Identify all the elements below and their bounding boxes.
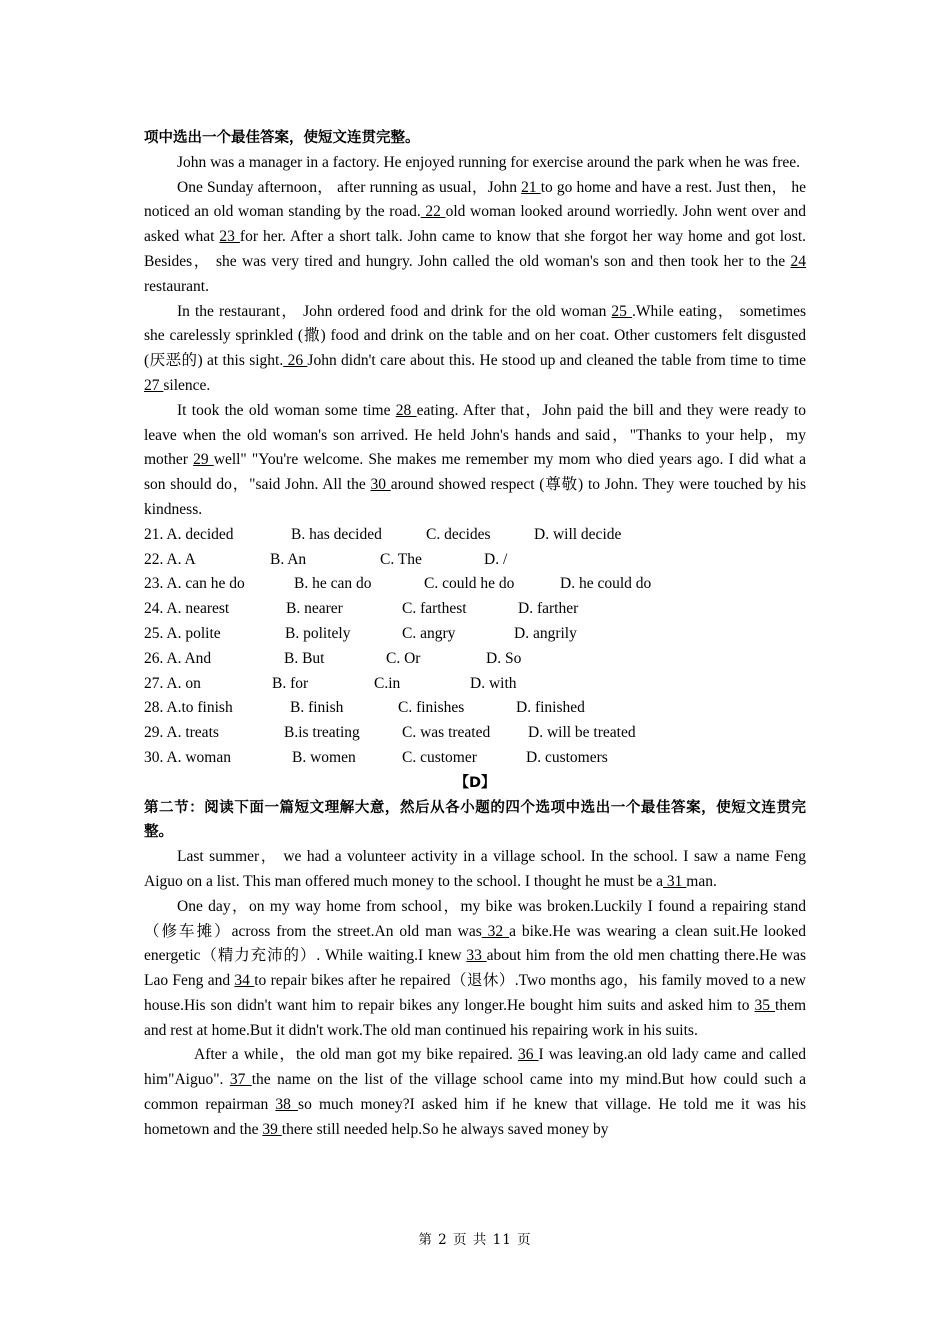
text-run: In the restaurant， John ordered food and drink for the old woman bbox=[177, 302, 612, 320]
answer-blank: 32 bbox=[481, 922, 510, 940]
option-b: B. politely bbox=[285, 624, 351, 642]
option-d: D. customers bbox=[526, 748, 608, 766]
option-c: C. could he do bbox=[424, 575, 515, 593]
document-page bbox=[144, 126, 806, 1143]
text-run: restaurant. bbox=[144, 277, 209, 295]
option-b: B. finish bbox=[290, 699, 344, 717]
option-c: C. customer bbox=[402, 748, 477, 766]
option-b: B. he can do bbox=[294, 575, 372, 593]
text-run: around showed respect (尊敬) to John. They were touched by his kindness. bbox=[144, 476, 806, 518]
question-options-row bbox=[144, 622, 806, 647]
text-run: One Sunday afternoon， after running as usual，John bbox=[177, 178, 522, 196]
text-run: there still needed help.So he always saved money by bbox=[281, 1120, 609, 1138]
option-b: B. An bbox=[270, 550, 307, 568]
question-options-row bbox=[144, 647, 806, 672]
question-number-option-a: 23. A. can he do bbox=[144, 575, 245, 593]
option-c: C. finishes bbox=[398, 699, 465, 717]
option-d: D. So bbox=[486, 649, 522, 667]
question-options-row bbox=[144, 548, 806, 573]
answer-blank: 38 bbox=[275, 1096, 299, 1114]
question-number-option-a: 26. A. And bbox=[144, 649, 212, 667]
text-run: a bike.He was wearing a clean suit.He looked energetic（精力充沛的）. While waiting.I knew bbox=[144, 922, 806, 965]
options-list bbox=[144, 523, 806, 771]
answer-blank: 21 bbox=[521, 178, 541, 196]
option-b: B. has decided bbox=[291, 525, 382, 543]
text-run: Last summer， we had a volunteer activity in a village school. In the school. I saw a name Feng Aiguo on a list. This man offered much money to the school. I thought he must be a bbox=[144, 848, 806, 890]
answer-blank: 34 bbox=[234, 972, 255, 990]
paragraph bbox=[144, 895, 806, 1044]
option-d: D. will be treated bbox=[528, 724, 636, 742]
answer-blank: 26 bbox=[283, 352, 308, 370]
question-options-row bbox=[144, 597, 806, 622]
question-number-option-a: 28. A.to finish bbox=[144, 699, 233, 717]
paragraph bbox=[144, 399, 806, 523]
answer-blank: 28 bbox=[395, 401, 417, 419]
text-run: to repair bikes after he repaired（退休）.Two months ago，his family moved to a new house.His son didn't want him to repair bikes any longer.He bought him suits and asked him to bbox=[144, 972, 806, 1014]
paragraph bbox=[144, 151, 806, 176]
option-c: C. Or bbox=[386, 649, 421, 667]
question-options-row bbox=[144, 746, 806, 771]
section-d-title: 【D】 bbox=[454, 774, 496, 791]
question-number-option-a: 29. A. treats bbox=[144, 724, 219, 742]
paragraph bbox=[144, 845, 806, 895]
option-b: B. women bbox=[292, 748, 356, 766]
question-options-row bbox=[144, 523, 806, 548]
option-c: C. decides bbox=[426, 525, 491, 543]
option-d: D. finished bbox=[516, 699, 585, 717]
text-run: man. bbox=[686, 872, 717, 890]
paragraph bbox=[144, 1043, 806, 1142]
paragraph bbox=[144, 300, 806, 399]
answer-blank: 36 bbox=[517, 1046, 539, 1064]
section2-heading: 第二节：阅读下面一篇短文理解大意，然后从各小题的四个选项中选出一个最佳答案，使短文连贯完整。 bbox=[144, 799, 806, 841]
text-run: the name on the list of the village school came into my mind.But how could such a common repairman bbox=[144, 1071, 806, 1114]
option-c: C. angry bbox=[402, 624, 456, 642]
answer-blank: 30 bbox=[370, 476, 391, 494]
option-d: D. with bbox=[470, 674, 517, 692]
text-run: old woman looked around worriedly. John went over and asked what bbox=[144, 203, 807, 246]
text-run: .While eating， sometimes she carelessly sprinkled (撒) food and drink on the table and on her coat. Other customers felt disgusted (厌恶的) at this sight. bbox=[144, 302, 807, 370]
option-b: B. for bbox=[272, 674, 309, 692]
option-b: B. But bbox=[284, 649, 325, 667]
question-options-row bbox=[144, 672, 806, 697]
passage-c bbox=[144, 151, 806, 523]
question-number-option-a: 21. A. decided bbox=[144, 525, 234, 543]
option-d: D. farther bbox=[518, 600, 579, 618]
question-number-option-a: 24. A. nearest bbox=[144, 600, 230, 618]
answer-blank: 27 bbox=[144, 376, 164, 394]
answer-blank: 24 bbox=[790, 252, 806, 270]
option-d: D. / bbox=[484, 550, 508, 568]
answer-blank: 35 bbox=[754, 996, 776, 1014]
text-run: to go home and have a rest. Just then， he noticed an old woman standing by the road. bbox=[144, 178, 807, 221]
option-c: C.in bbox=[374, 674, 401, 692]
question-options-row bbox=[144, 696, 806, 721]
question-number-option-a: 27. A. on bbox=[144, 674, 201, 692]
answer-blank: 33 bbox=[466, 947, 487, 965]
question-number-option-a: 30. A. woman bbox=[144, 748, 231, 766]
text-run: After a while，the old man got my bike repaired. bbox=[194, 1046, 518, 1064]
text-run: It took the old woman some time bbox=[177, 401, 396, 419]
text-run: One day，on my way home from school，my bike was broken.Luckily I found a repairing stand（修车摊）across from the street.An old man was bbox=[144, 897, 806, 940]
text-run: well" "You're welcome. She makes me remember my mom who died years ago. I did what a son should do，"said John. All the bbox=[144, 451, 807, 494]
text-run: I was leaving.an old lady came and called him"Aiguo". bbox=[144, 1046, 807, 1089]
section-heading-tail: 项中选出一个最佳答案，使短文连贯完整。 bbox=[144, 130, 420, 146]
text-run: them and rest at home.But it didn't work.The old man continued his repairing work in his suits. bbox=[144, 996, 807, 1039]
answer-blank: 39 bbox=[262, 1120, 282, 1138]
question-options-row bbox=[144, 721, 806, 746]
text-run: for her. After a short talk. John came to know that she forgot her way home and got lost. Besides， she was very tired and hungry. John called the old woman's son and then took her to the bbox=[144, 228, 807, 270]
answer-blank: 25 bbox=[611, 302, 633, 320]
option-c: C. farthest bbox=[402, 600, 467, 618]
answer-blank: 37 bbox=[229, 1071, 252, 1089]
answer-blank: 23 bbox=[219, 228, 240, 246]
text-run: silence. bbox=[163, 376, 211, 394]
option-d: D. will decide bbox=[534, 525, 622, 543]
option-d: D. he could do bbox=[560, 575, 652, 593]
passage-d bbox=[144, 845, 806, 1143]
question-number-option-a: 25. A. polite bbox=[144, 624, 221, 642]
text-run: John was a manager in a factory. He enjoyed running for exercise around the park when he was free. bbox=[177, 153, 801, 171]
answer-blank: 31 bbox=[663, 872, 687, 890]
text-run: eating. After that，John paid the bill and they were ready to leave when the old woman's son arrived. He held John's hands and said，"Thanks to your help，my mother bbox=[144, 401, 806, 469]
answer-blank: 29 bbox=[193, 451, 214, 469]
option-b: B. nearer bbox=[286, 600, 343, 618]
option-b: B.is treating bbox=[284, 724, 360, 742]
page-footer: 第 2 页 共 11 页 bbox=[418, 1232, 532, 1248]
option-c: C. The bbox=[380, 550, 422, 568]
paragraph bbox=[144, 176, 806, 300]
answer-blank: 22 bbox=[420, 203, 446, 221]
text-run: John didn't care about this. He stood up and cleaned the table from time to time bbox=[307, 352, 806, 370]
option-d: D. angrily bbox=[514, 624, 577, 642]
option-c: C. was treated bbox=[402, 724, 491, 742]
text-run: so much money?I asked him if he knew that village. He told me it was his hometown and the bbox=[144, 1096, 807, 1138]
question-number-option-a: 22. A. A bbox=[144, 550, 196, 568]
question-options-row bbox=[144, 572, 806, 597]
text-run: about him from the old men chatting there.He was Lao Feng and bbox=[144, 947, 806, 990]
